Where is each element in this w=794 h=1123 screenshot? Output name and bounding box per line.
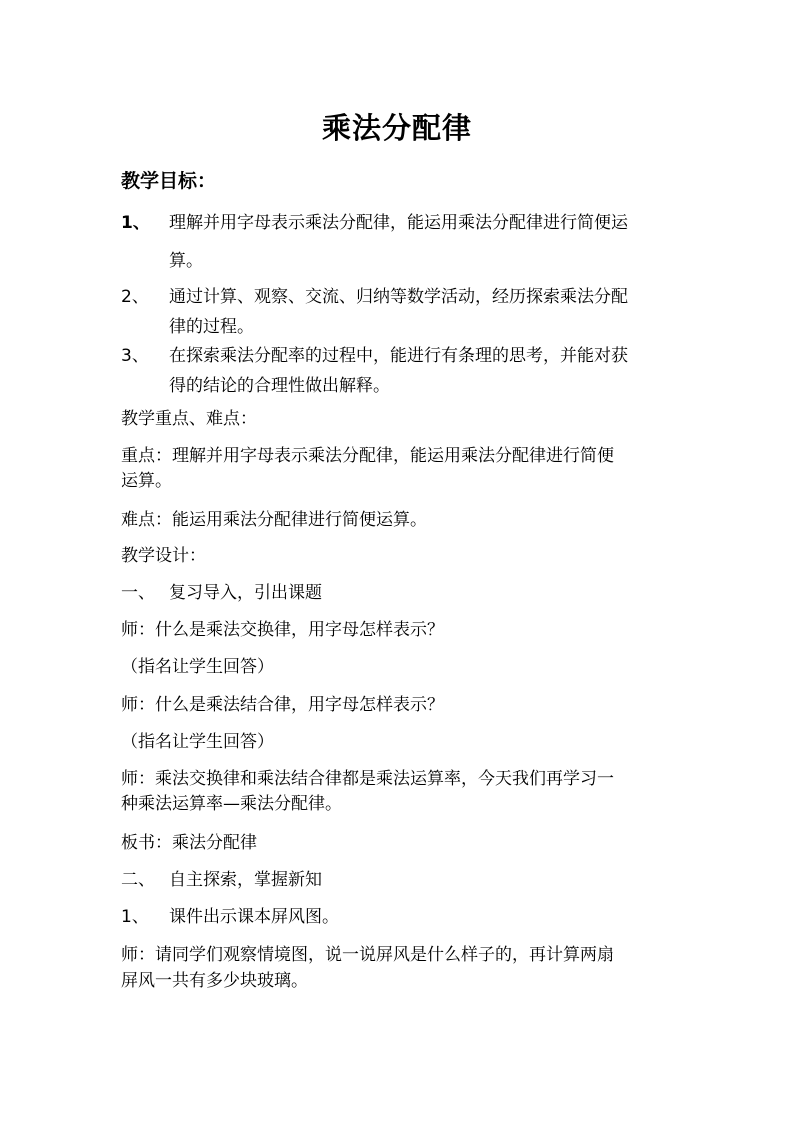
objective-text-line: 通过计算、观察、交流、归纳等数学活动，经历探索乘法分配 <box>169 287 628 307</box>
section-title: 自主探索，掌握新知 <box>169 870 322 890</box>
key-point-line: 运算。 <box>121 471 172 491</box>
difficulty-point: 难点：能运用乘法分配律进行简便运算。 <box>121 510 427 530</box>
design-heading: 教学设计： <box>121 546 206 566</box>
objective-text-line: 律的过程。 <box>169 317 254 337</box>
section-title: 复习导入，引出课题 <box>169 583 322 603</box>
page-title: 乘法分配律 <box>321 111 472 145</box>
objective-number: 2、 <box>121 287 149 307</box>
step-item-1 <box>121 902 339 932</box>
section-heading-2 <box>121 865 322 895</box>
objective-item-1 <box>121 208 681 271</box>
objective-number: 1、 <box>121 213 150 233</box>
teacher-instruction-line: 师：请同学们观察情境图，说一说屏风是什么样子的，再计算两扇 <box>121 945 614 965</box>
objectives-heading: 教学目标： <box>121 170 217 192</box>
key-point-line: 重点：理解并用字母表示乘法分配律，能运用乘法分配律进行简便 <box>121 446 614 466</box>
teacher-statement-line: 种乘法运算率—乘法分配律。 <box>121 794 342 814</box>
objective-text <box>169 208 679 276</box>
student-answer-note: （指名让学生回答） <box>121 657 274 677</box>
step-number: 1、 <box>121 907 149 927</box>
objective-number: 3、 <box>121 346 149 366</box>
objective-item-2 <box>121 282 681 342</box>
objective-text <box>169 341 679 401</box>
objective-text <box>169 282 679 342</box>
objective-text-line: 得的结论的合理性做出解释。 <box>169 376 390 396</box>
objective-text-line: 理解并用字母表示乘法分配律，能运用乘法分配律进行简便运 <box>169 213 628 233</box>
teacher-question: 师：什么是乘法交换律，用字母怎样表示？ <box>121 620 444 640</box>
board-writing: 板书：乘法分配律 <box>121 833 257 853</box>
objective-text-line: 算。 <box>169 251 203 271</box>
section-number: 一、 <box>121 583 155 603</box>
objective-text-line: 在探索乘法分配率的过程中，能进行有条理的思考，并能对获 <box>169 346 628 366</box>
student-answer-note: （指名让学生回答） <box>121 732 274 752</box>
objective-item-3 <box>121 341 681 401</box>
section-number: 二、 <box>121 870 155 890</box>
key-points-heading: 教学重点、难点： <box>121 409 257 429</box>
teacher-instruction-line: 屏风一共有多少块玻璃。 <box>121 971 308 991</box>
section-heading-1 <box>121 578 322 608</box>
teacher-statement-line: 师：乘法交换律和乘法结合律都是乘法运算率，今天我们再学习一 <box>121 769 614 789</box>
step-text: 课件出示课本屏风图。 <box>169 907 339 927</box>
teacher-question: 师：什么是乘法结合律，用字母怎样表示？ <box>121 695 444 715</box>
